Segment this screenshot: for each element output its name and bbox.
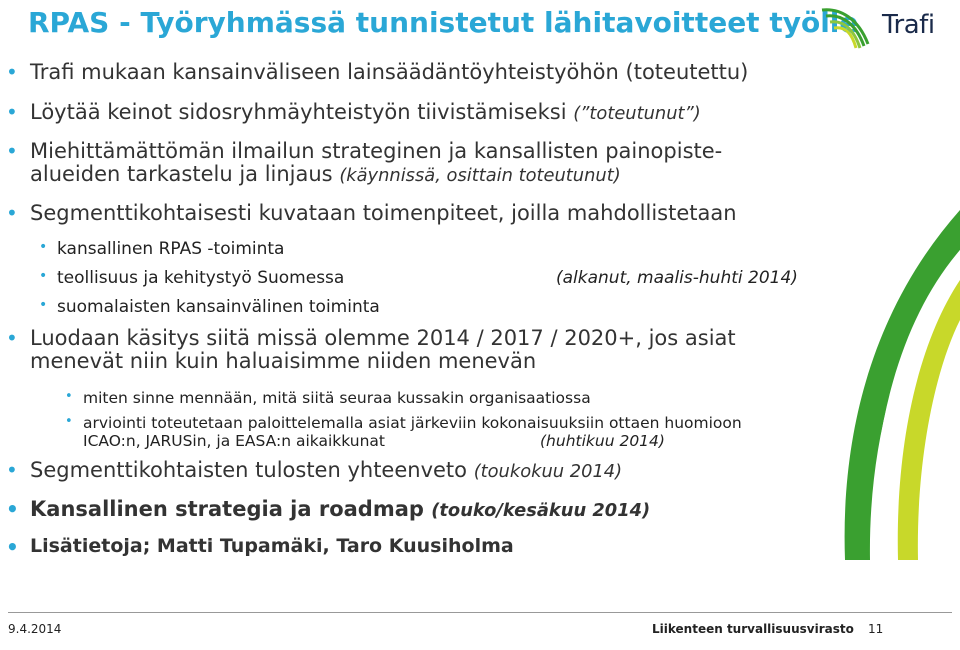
list-item-text: Miehittämättömän ilmailun strateginen ja kansallisten painopiste- bbox=[30, 139, 723, 163]
list-item-note-text: (alkanut, maalis-huhti 2014) bbox=[556, 268, 798, 288]
list-item-continuation bbox=[83, 432, 385, 450]
list-item bbox=[6, 100, 701, 124]
bullet-icon: • bbox=[39, 268, 48, 284]
list-item-text: Kansallinen strategia ja roadmap bbox=[30, 497, 432, 521]
bullet-icon: • bbox=[6, 535, 19, 559]
bullet-icon: • bbox=[39, 297, 48, 313]
list-item-text: Trafi mukaan kansainväliseen lainsäädäntöyhteistyöhön (toteutettu) bbox=[30, 60, 749, 84]
bullet-icon: • bbox=[6, 100, 18, 124]
footer-divider bbox=[8, 612, 952, 613]
list-item-note: (touko/kesäkuu 2014) bbox=[431, 500, 651, 521]
list-item bbox=[6, 458, 623, 482]
list-item-text: kansallinen RPAS -toiminta bbox=[57, 239, 285, 259]
footer-date: 9.4.2014 bbox=[8, 622, 62, 636]
list-item bbox=[6, 60, 749, 84]
list-item-text: Lisätietoja; Matti Tupamäki, Taro Kuusiholma bbox=[30, 535, 514, 557]
list-item bbox=[6, 497, 651, 521]
list-item bbox=[6, 139, 723, 163]
bullet-icon: • bbox=[6, 497, 19, 521]
bullet-icon: • bbox=[6, 326, 18, 350]
list-item-text: Segmenttikohtaisesti kuvataan toimenpiteet, joilla mahdollistetaan bbox=[30, 201, 737, 225]
list-item-text: Luodaan käsitys siitä missä olemme 2014 / 2017 / 2020+, jos asiat bbox=[30, 326, 736, 350]
list-item-text: suomalaisten kansainvälinen toiminta bbox=[57, 297, 380, 317]
bullet-icon: • bbox=[6, 201, 18, 225]
list-item bbox=[65, 414, 742, 432]
list-item bbox=[6, 326, 736, 350]
logo-text: Trafi bbox=[882, 10, 935, 40]
list-item bbox=[6, 201, 737, 225]
list-item-continuation bbox=[30, 349, 536, 373]
list-item bbox=[39, 297, 380, 317]
list-item bbox=[65, 389, 591, 407]
footer-agency: Liikenteen turvallisuusvirasto bbox=[652, 622, 854, 636]
list-item-note: (käynnissä, osittain toteutunut) bbox=[339, 165, 621, 186]
list-item-text: arviointi toteutetaan paloittelemalla asiat järkeviin kokonaisuuksiin ottaen huomioon bbox=[83, 414, 742, 432]
list-item bbox=[6, 535, 514, 559]
bullet-icon: • bbox=[65, 389, 73, 404]
list-item-text: alueiden tarkastelu ja linjaus bbox=[30, 162, 340, 186]
list-item-note bbox=[556, 268, 798, 288]
list-item-note: (toukokuu 2014) bbox=[473, 461, 623, 482]
list-item-text: menevät niin kuin haluaisimme niiden menevän bbox=[30, 349, 537, 373]
list-item-text: teollisuus ja kehitystyö Suomessa bbox=[57, 268, 345, 288]
list-item-text: ICAO:n, JARUSin, ja EASA:n aikaikkunat bbox=[83, 432, 385, 450]
bullet-icon: • bbox=[39, 239, 48, 255]
list-item-continuation bbox=[30, 162, 621, 186]
list-item-text: miten sinne mennään, mitä siitä seuraa kussakin organisaatiossa bbox=[83, 389, 591, 407]
footer-page-number: 11 bbox=[868, 622, 884, 636]
bullet-icon: • bbox=[65, 414, 73, 429]
page-title: RPAS - Työryhmässä tunnistetut lähitavoitteet työlle bbox=[28, 6, 859, 39]
list-item bbox=[39, 268, 345, 288]
list-item-text: Löytää keinot sidosryhmäyhteistyön tiivistämiseksi bbox=[30, 100, 574, 124]
list-item bbox=[39, 239, 285, 259]
list-item-note: (”toteutunut”) bbox=[573, 103, 701, 124]
bullet-icon: • bbox=[6, 139, 18, 163]
list-item-note bbox=[540, 432, 665, 450]
list-item-text: Segmenttikohtaisten tulosten yhteenveto bbox=[30, 458, 474, 482]
list-item-note-text: (huhtikuu 2014) bbox=[540, 432, 665, 450]
bullet-icon: • bbox=[6, 458, 18, 482]
bullet-icon: • bbox=[6, 60, 18, 84]
